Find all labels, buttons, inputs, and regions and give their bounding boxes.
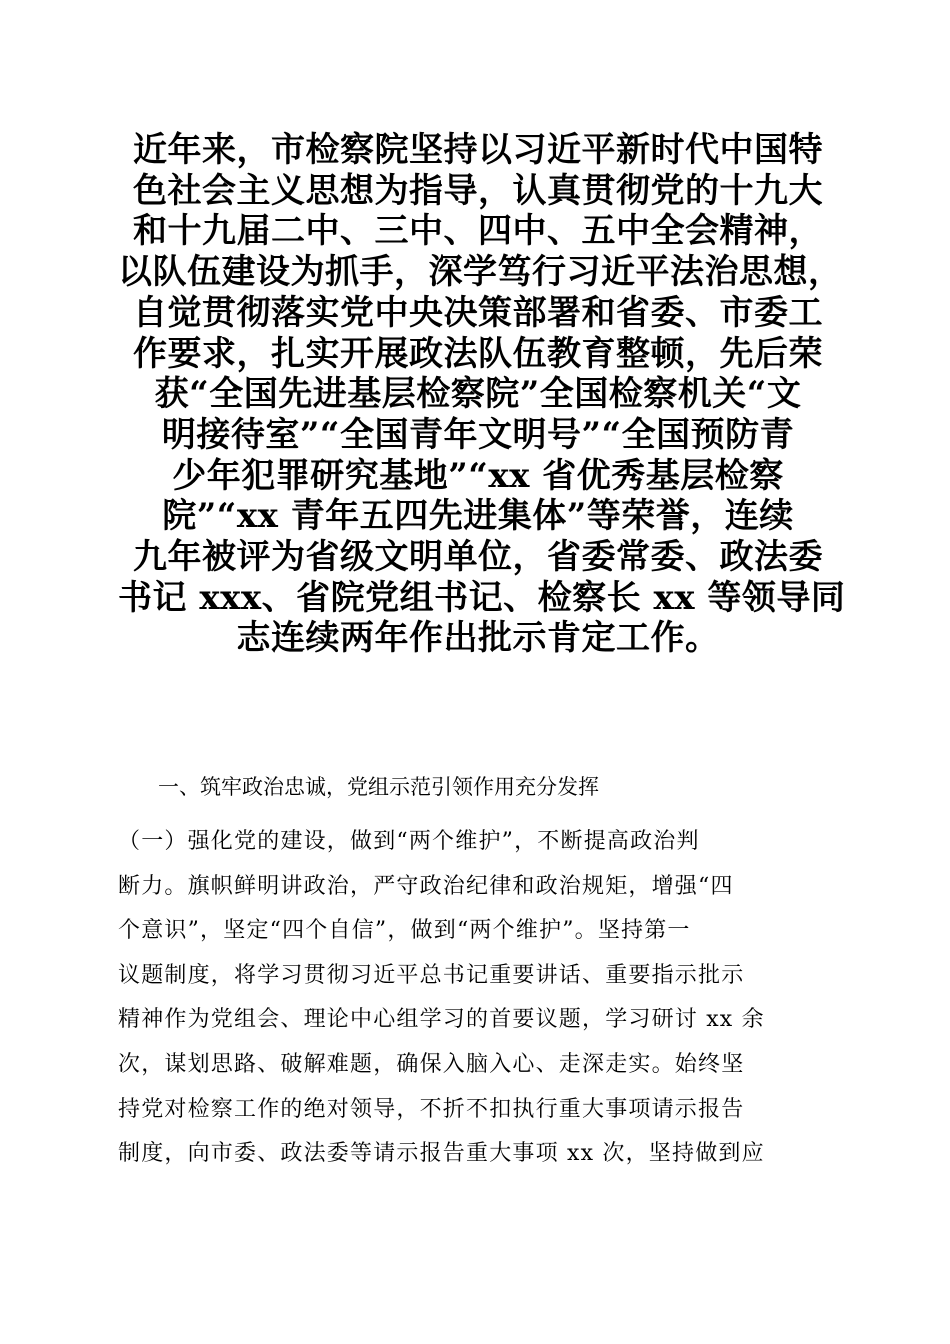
lead-line: 明接待室”“全国青年文明号”“全国预防青 — [161, 414, 795, 455]
body-line: 持党对检察工作的绝对领导，不折不扣执行重大事项请示报告 — [118, 1096, 745, 1122]
lead-line: 色社会主义思想为指导，认真贯彻党的十九大 — [133, 170, 823, 211]
lead-line: 近年来，市检察院坚持以习近平新时代中国特 — [133, 130, 823, 170]
lead-line: 志连续两年作出批示肯定工作。 — [236, 618, 720, 659]
body-line: 制度，向市委、政法委等请示报告重大事项 xx 次，坚持做到应 — [118, 1141, 765, 1167]
lead-line: 作要求，扎实开展政法队伍教育整顿，先后荣 — [133, 333, 823, 374]
body-line: 个意识”，坚定“四个自信”，做到“两个维护”。坚持第一 — [118, 918, 691, 944]
body-paragraph — [118, 820, 838, 1177]
lead-line: 以队伍建设为抓手，深学笃行习近平法治思想， — [118, 252, 843, 293]
body-line: 议题制度，将学习贯彻习近平总书记重要讲话、重要指示批示 — [118, 962, 745, 988]
body-line: （一）强化党的建设，做到“两个维护”，不断提高政治判 — [118, 829, 700, 854]
lead-line: 自觉贯彻落实党中央决策部署和省委、市委工 — [133, 292, 823, 333]
lead-line: 和十九届二中、三中、四中、五中全会精神， — [133, 211, 823, 252]
lead-paragraph — [118, 130, 846, 659]
section-heading: 一、筑牢政治忠诚，党组示范引领作用充分发挥 — [158, 775, 599, 799]
lead-line: 九年被评为省级文明单位，省委常委、政法委 — [133, 537, 823, 578]
lead-line: 少年犯罪研究基地”“xx 省优秀基层检察 — [172, 455, 784, 496]
lead-line: 书记 xxx、省院党组书记、检察长 xx 等领导同 — [118, 577, 846, 618]
body-line: 精神作为党组会、理论中心组学习的首要议题，学习研讨 xx 余 — [118, 1007, 765, 1033]
body-line: 断力。旗帜鲜明讲政治，严守政治纪律和政治规矩，增强“四 — [118, 873, 734, 899]
body-line: 次，谋划思路、破解难题，确保入脑入心、走深走实。始终坚 — [118, 1051, 745, 1077]
lead-line: 获“全国先进基层检察院”全国检察机关“文 — [154, 374, 802, 415]
lead-line: 院”“xx 青年五四先进集体”等荣誉，连续 — [162, 496, 794, 537]
